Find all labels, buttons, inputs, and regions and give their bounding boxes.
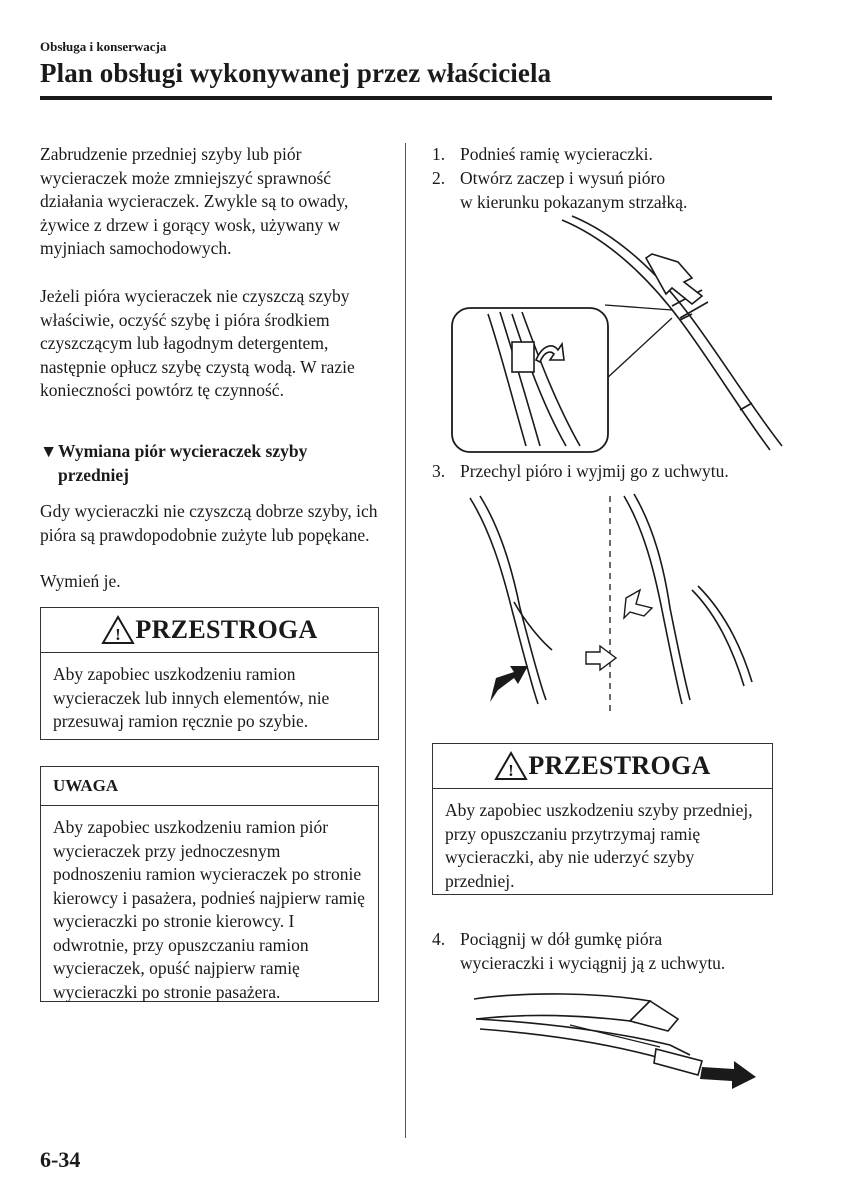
svg-text:!: ! — [115, 625, 122, 644]
triangle-marker-icon: ▼ — [40, 441, 58, 461]
svg-text:!: ! — [508, 761, 515, 780]
paragraph-cleaning: Jeżeli pióra wycieraczek nie czyszczą szyby właściwie, oczyść szybę i pióra środkiem czyszczącym lub łagodnym detergentem, następnie opłucz szybę czystą wodą. W razie konieczności powtórz tę czynność. — [40, 286, 355, 400]
title-rule — [40, 96, 772, 100]
step-2-text-1: Otwórz zaczep i wysuń pióro — [460, 168, 666, 188]
page-title: Plan obsługi wykonywanej przez właściciela — [40, 58, 552, 88]
note-body: Aby zapobiec uszkodzeniu ramion piór wycieraczek przy jednoczesnym podnoszeniu ramion wycieraczek po stronie kierowcy i pasażera, podnieś najpierw ramię wycieraczki po stronie kierowcy. I odwrotnie, przy opuszczaniu ramion wycieraczek, opuść najpierw ramię wycieraczki po stronie pasażera. — [53, 817, 365, 1002]
caution-title-2: PRZESTROGA — [528, 751, 711, 780]
caution-body-2: Aby zapobiec uszkodzeniu szyby przedniej, przy opuszczaniu przytrzymaj ramię wycieraczki, aby nie uderzyć szyby przedniej. — [445, 800, 753, 891]
subheading-text: Wymiana piór wycieraczek szyby przedniej — [58, 441, 308, 485]
page-number: 6-34 — [40, 1147, 81, 1172]
step-1 — [432, 143, 782, 167]
subheading — [40, 440, 380, 487]
wiper-unhook-illustration — [440, 210, 785, 460]
wiper-tilt-illustration — [440, 490, 780, 720]
wiper-rubber-illustration — [470, 975, 770, 1095]
caution-box-1 — [40, 607, 379, 740]
step-4-text-1: Pociągnij w dół gumkę pióra — [460, 929, 663, 949]
step-2-text-2: w kierunku pokazanym strzałką. — [460, 191, 688, 212]
paragraph-worn: Gdy wycieraczki nie czyszczą dobrze szyby, ich pióra są prawdopodobnie zużyte lub popękane. — [40, 501, 378, 545]
column-divider — [405, 143, 406, 1138]
warning-triangle-icon — [101, 615, 135, 645]
step-4-number: 4. — [432, 929, 446, 949]
note-box — [40, 766, 379, 1002]
step-4 — [432, 928, 782, 975]
caution-header-2 — [433, 744, 772, 789]
step-1-text: Podnieś ramię wycieraczki. — [460, 144, 653, 164]
step-1-number: 1. — [432, 144, 446, 164]
step-2-number: 2. — [432, 168, 446, 188]
step-4-text-2: wycieraczki i wyciągnij ją z uchwytu. — [460, 952, 726, 973]
step-2 — [432, 167, 782, 214]
paragraph-replace: Wymień je. — [40, 571, 121, 591]
step-3-number: 3. — [432, 461, 446, 481]
caution-box-2 — [432, 743, 773, 895]
section-label: Obsługa i konserwacja — [40, 39, 167, 54]
step-3-text: Przechyl pióro i wyjmij go z uchwytu. — [460, 461, 729, 481]
caution-body-1: Aby zapobiec uszkodzeniu ramion wycieraczek lub innych elementów, nie przesuwaj ramion ręcznie po szybie. — [53, 664, 330, 731]
caution-header-1 — [41, 608, 378, 653]
step-3 — [432, 460, 782, 484]
caution-title-1: PRZESTROGA — [135, 615, 318, 644]
paragraph-dirt: Zabrudzenie przedniej szyby lub piór wycieraczek może zmniejszyć sprawność działania wycieraczek. Zwykle są to owady, żywice z drzew i gorący wosk, używany w myjniach samochodowych. — [40, 144, 349, 258]
note-title: UWAGA — [41, 767, 378, 806]
warning-triangle-icon — [494, 751, 528, 781]
